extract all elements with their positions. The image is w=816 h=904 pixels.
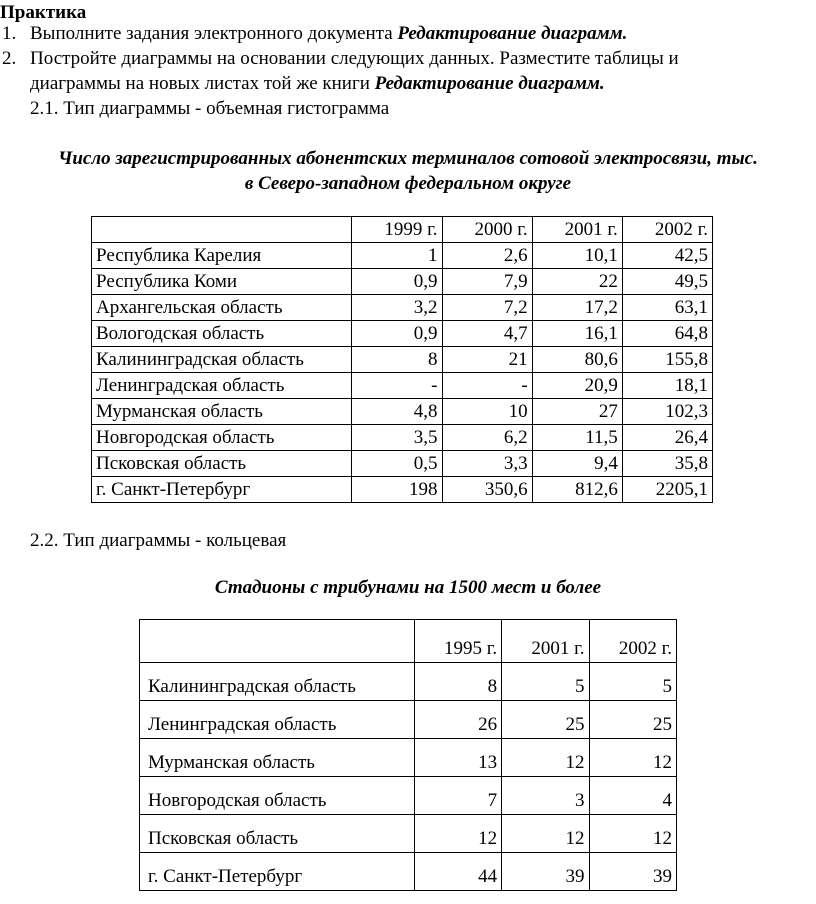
value-cell: 18,1 [622,373,712,399]
row-label: Калининградская область [140,663,415,701]
value-cell: 26,4 [622,425,712,451]
row-label: Архангельская область [92,295,352,321]
table-row [140,777,677,815]
row-label: Новгородская область [92,425,352,451]
value-cell: 20,9 [532,373,622,399]
value-cell: 3,2 [352,295,442,321]
item-2-line-2 [30,73,605,95]
value-cell: 4,8 [352,399,442,425]
value-cell: 2205,1 [622,477,712,503]
item-1-plain: Выполните задания электронного документа [30,23,398,44]
value-cell: 42,5 [622,243,712,269]
item-1-text [30,23,627,45]
page-heading: Практика [0,2,87,23]
item-2-plain: диаграммы на новых листах той же книги [30,73,375,94]
value-cell: 44 [414,853,501,891]
table-row [92,321,713,347]
value-cell: 1 [352,243,442,269]
value-cell: 102,3 [622,399,712,425]
value-cell: 7 [414,777,501,815]
value-cell: 3,5 [352,425,442,451]
value-cell: 22 [532,269,622,295]
value-cell: 17,2 [532,295,622,321]
row-label: Калининградская область [92,347,352,373]
value-cell: 16,1 [532,321,622,347]
item-2-number: 2. [2,48,17,69]
value-cell: 26 [414,701,501,739]
table-row [140,853,677,891]
value-cell: 27 [532,399,622,425]
row-label: Вологодская область [92,321,352,347]
row-label: г. Санкт-Петербург [92,477,352,503]
value-cell: 5 [502,663,589,701]
value-cell: 9,4 [532,451,622,477]
value-cell: 39 [502,853,589,891]
value-cell: 3,3 [442,451,532,477]
value-cell: 2,6 [442,243,532,269]
value-cell: 35,8 [622,451,712,477]
value-cell: 63,1 [622,295,712,321]
table1-title-line-2: в Северо-западном федеральном округе [244,173,572,194]
subsection-2-1: 2.1. Тип диаграммы - объемная гистограмма [30,98,390,119]
value-cell: 49,5 [622,269,712,295]
table-row [92,399,713,425]
row-label: Новгородская область [140,777,415,815]
value-cell: 6,2 [442,425,532,451]
row-label: Республика Карелия [92,243,352,269]
item-2-emphasis: Редактирование диаграмм. [374,73,605,94]
value-cell: 10 [442,399,532,425]
value-cell: 10,1 [532,243,622,269]
table1-header-row [92,217,713,243]
table-row [92,269,713,295]
row-label: Псковская область [92,451,352,477]
table1 [91,216,713,503]
row-label: Псковская область [140,815,415,853]
value-cell: 25 [589,701,676,739]
value-cell: 0,9 [352,321,442,347]
value-cell: 4,7 [442,321,532,347]
value-cell: 812,6 [532,477,622,503]
value-cell: - [442,373,532,399]
value-cell: 7,2 [442,295,532,321]
value-cell: 12 [589,739,676,777]
value-cell: 155,8 [622,347,712,373]
table2-header-row [140,620,677,663]
table2-title: Стадионы с трибунами на 1500 мест и более [214,577,602,598]
table-row [140,701,677,739]
value-cell: 198 [352,477,442,503]
value-cell: 5 [589,663,676,701]
table-row [92,425,713,451]
table-row [140,815,677,853]
value-cell: 12 [502,815,589,853]
table1-title-line-1: Число зарегистрированных абонентских терминалов сотовой электросвязи, тыс. [58,148,758,169]
table-row [92,243,713,269]
value-cell: 80,6 [532,347,622,373]
value-cell: 350,6 [442,477,532,503]
table1-header-cell: 1999 г. [352,217,442,243]
table2-header-cell: 2001 г. [502,620,589,663]
row-label: Мурманская область [140,739,415,777]
table2-header-cell: 1995 г. [414,620,501,663]
value-cell: 21 [442,347,532,373]
table1-header-cell: 2002 г. [622,217,712,243]
row-label: Ленинградская область [92,373,352,399]
item-1-emphasis: Редактирование диаграмм. [397,23,628,44]
value-cell: - [352,373,442,399]
item-2-line-1: Постройте диаграммы на основании следующих данных. Разместите таблицы и [30,48,679,69]
table-row [92,347,713,373]
row-label: г. Санкт-Петербург [140,853,415,891]
row-label: Республика Коми [92,269,352,295]
value-cell: 0,5 [352,451,442,477]
table-row [140,663,677,701]
value-cell: 13 [414,739,501,777]
item-1-number: 1. [2,23,17,44]
value-cell: 3 [502,777,589,815]
value-cell: 64,8 [622,321,712,347]
value-cell: 8 [352,347,442,373]
table-row [140,739,677,777]
value-cell: 11,5 [532,425,622,451]
table1-header-cell: 2000 г. [442,217,532,243]
value-cell: 0,9 [352,269,442,295]
value-cell: 39 [589,853,676,891]
subsection-2-2: 2.2. Тип диаграммы - кольцевая [30,530,287,551]
value-cell: 25 [502,701,589,739]
table2 [139,619,677,891]
table1-header-cell: 2001 г. [532,217,622,243]
table-row [92,373,713,399]
row-label: Ленинградская область [140,701,415,739]
value-cell: 4 [589,777,676,815]
row-label: Мурманская область [92,399,352,425]
value-cell: 8 [414,663,501,701]
table-row [92,295,713,321]
value-cell: 12 [589,815,676,853]
table2-corner-cell [140,620,415,663]
value-cell: 7,9 [442,269,532,295]
table1-corner-cell [92,217,352,243]
value-cell: 12 [414,815,501,853]
table-row [92,451,713,477]
table2-header-cell: 2002 г. [589,620,676,663]
table-row [92,477,713,503]
value-cell: 12 [502,739,589,777]
